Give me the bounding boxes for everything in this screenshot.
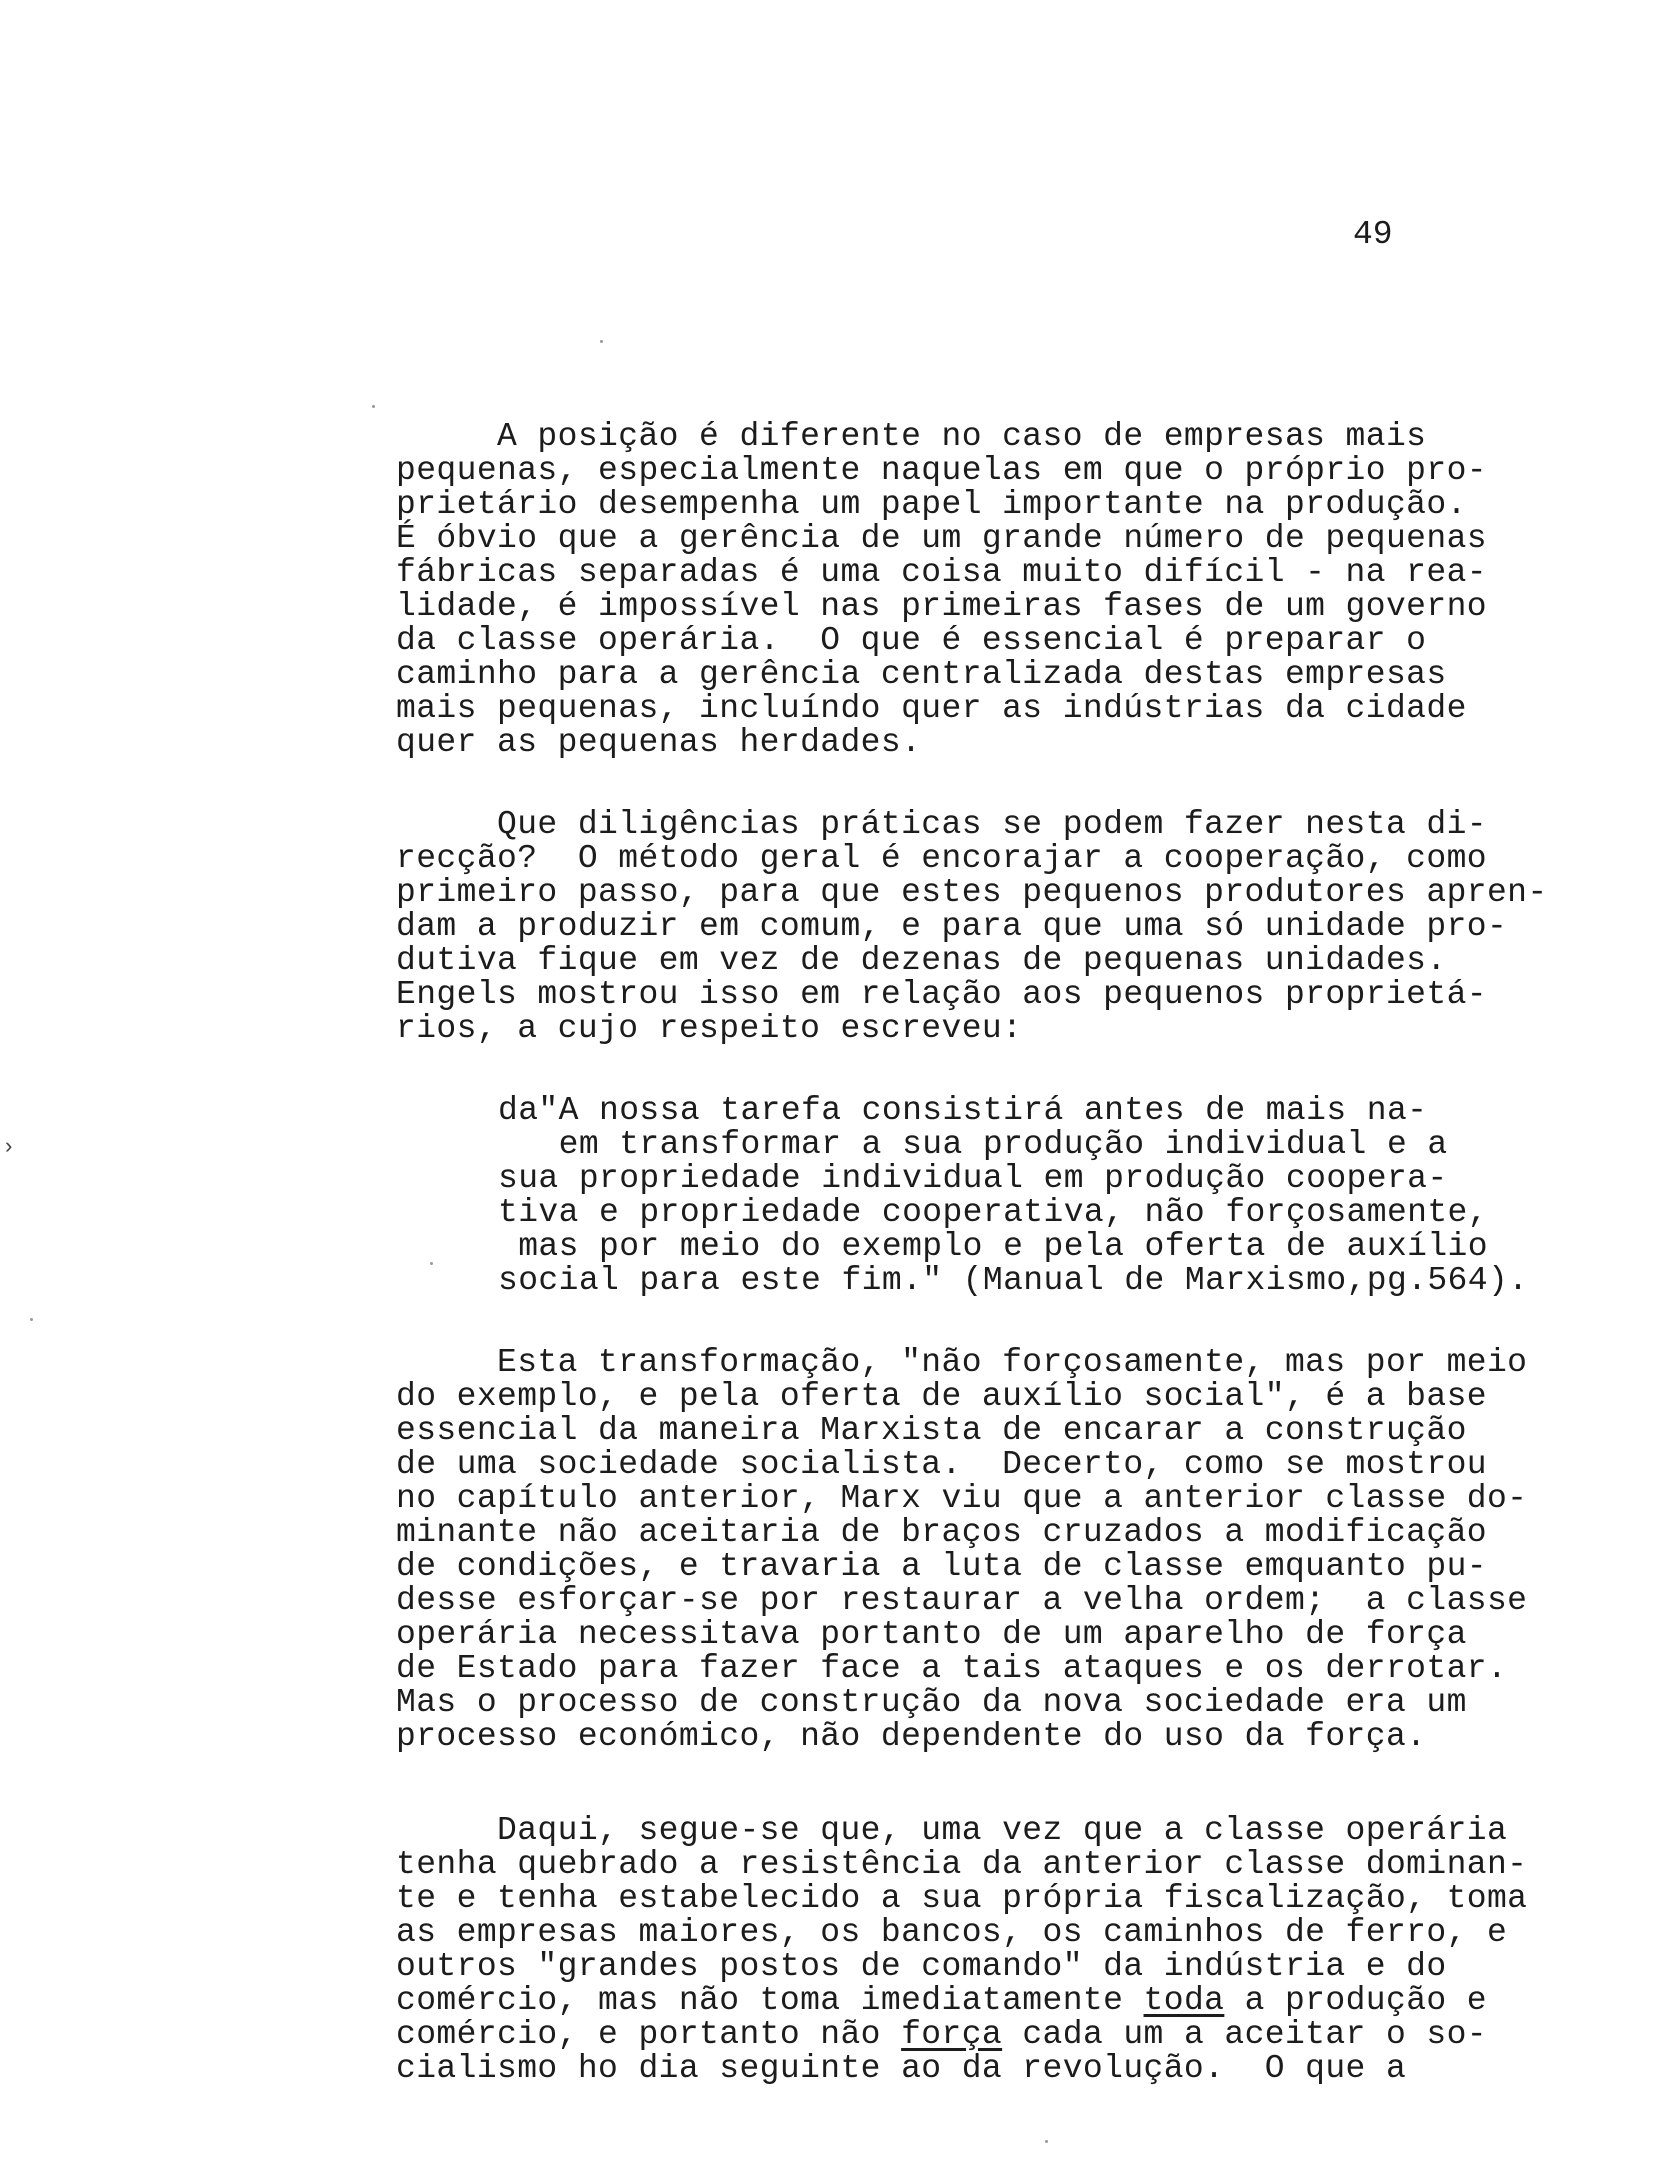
- text-line: Engels mostrou isso em relação aos pequenos proprietá-: [396, 976, 1487, 1013]
- text-line: prietário desempenha um papel importante na produção.: [396, 486, 1467, 523]
- text-line: outros "grandes postos de comando" da indústria e do: [396, 1948, 1447, 1985]
- speck: [430, 1262, 433, 1265]
- text-line: essencial da maneira Marxista de encarar a construção: [396, 1412, 1467, 1449]
- speck: [600, 340, 603, 343]
- text-line: [396, 2018, 1487, 2052]
- margin-mark: ›: [2, 1135, 16, 1160]
- speck: [30, 1318, 33, 1321]
- text-line: de Estado para fazer face a tais ataques e os derrotar.: [396, 1650, 1508, 1687]
- text-line: da classe operária. O que é essencial é preparar o: [396, 622, 1427, 659]
- text-line: desse esforçar-se por restaurar a velha ordem; a classe: [396, 1582, 1528, 1619]
- text-line: processo económico, não dependente do uso da força.: [396, 1718, 1427, 1755]
- quote-line: da"A nossa tarefa consistirá antes de mais na-: [498, 1092, 1428, 1129]
- text-line: primeiro passo, para que estes pequenos produtores apren-: [396, 874, 1548, 911]
- quote-line: social para este fim." (Manual de Marxismo,pg.564).: [498, 1262, 1529, 1299]
- text-run: comércio, e portanto não: [396, 2016, 902, 2053]
- text-line: dam a produzir em comum, e para que uma só unidade pro-: [396, 908, 1508, 945]
- quote-line: mas por meio do exemplo e pela oferta de auxílio: [498, 1228, 1488, 1265]
- text-line: rios, a cujo respeito escreveu:: [396, 1010, 1023, 1047]
- text-line: [396, 1984, 1487, 2018]
- quote-line: em transformar a sua produção individual e a: [498, 1126, 1448, 1163]
- text-line: dutiva fique em vez de dezenas de pequenas unidades.: [396, 942, 1447, 979]
- page-number: 49: [1353, 216, 1393, 253]
- text-line: cialismo ho dia seguinte ao da revolução. O que a: [396, 2050, 1407, 2087]
- quote-line: tiva e propriedade cooperativa, não forçosamente,: [498, 1194, 1488, 1231]
- text-line: A posição é diferente no caso de empresas mais: [396, 418, 1427, 455]
- text-line: lidade, é impossível nas primeiras fases de um governo: [396, 588, 1487, 625]
- text-line: Daqui, segue-se que, uma vez que a classe operária: [396, 1812, 1508, 1849]
- text-line: caminho para a gerência centralizada destas empresas: [396, 656, 1447, 693]
- text-line: quer as pequenas herdades.: [396, 724, 922, 761]
- underlined-word: toda: [1143, 1982, 1225, 2019]
- text-run: comércio, mas não toma imediatamente: [396, 1982, 1144, 2019]
- underlined-word: força: [901, 2016, 1003, 2053]
- text-line: recção? O método geral é encorajar a cooperação, como: [396, 840, 1487, 877]
- text-line: minante não aceitaria de braços cruzados a modificação: [396, 1514, 1487, 1551]
- speck: [1045, 2140, 1048, 2143]
- text-line: fábricas separadas é uma coisa muito difícil - na rea-: [396, 554, 1487, 591]
- text-line: de uma sociedade socialista. Decerto, como se mostrou: [396, 1446, 1487, 1483]
- speck: [372, 405, 375, 408]
- text-line: te e tenha estabelecido a sua própria fiscalização, toma: [396, 1880, 1528, 1917]
- text-line: Mas o processo de construção da nova sociedade era um: [396, 1684, 1467, 1721]
- text-line: operária necessitava portanto de um aparelho de força: [396, 1616, 1467, 1653]
- text-line: Que diligências práticas se podem fazer nesta di-: [396, 806, 1487, 843]
- text-line: do exemplo, e pela oferta de auxílio social", é a base: [396, 1378, 1487, 1415]
- quote-line: sua propriedade individual em produção coopera-: [498, 1160, 1448, 1197]
- text-line: Esta transformação, "não forçosamente, mas por meio: [396, 1344, 1528, 1381]
- text-line: mais pequenas, incluíndo quer as indústrias da cidade: [396, 690, 1467, 727]
- text-line: É óbvio que a gerência de um grande número de pequenas: [396, 520, 1487, 557]
- text-line: pequenas, especialmente naquelas em que o próprio pro-: [396, 452, 1487, 489]
- text-line: no capítulo anterior, Marx viu que a anterior classe do-: [396, 1480, 1528, 1517]
- text-line: tenha quebrado a resistência da anterior classe dominan-: [396, 1846, 1528, 1883]
- text-line: de condições, e travaria a luta de classe emquanto pu-: [396, 1548, 1487, 1585]
- text-run: cada um a aceitar o so-: [1002, 2016, 1488, 2053]
- text-run: a produção e: [1224, 1982, 1488, 2019]
- text-line: as empresas maiores, os bancos, os caminhos de ferro, e: [396, 1914, 1508, 1951]
